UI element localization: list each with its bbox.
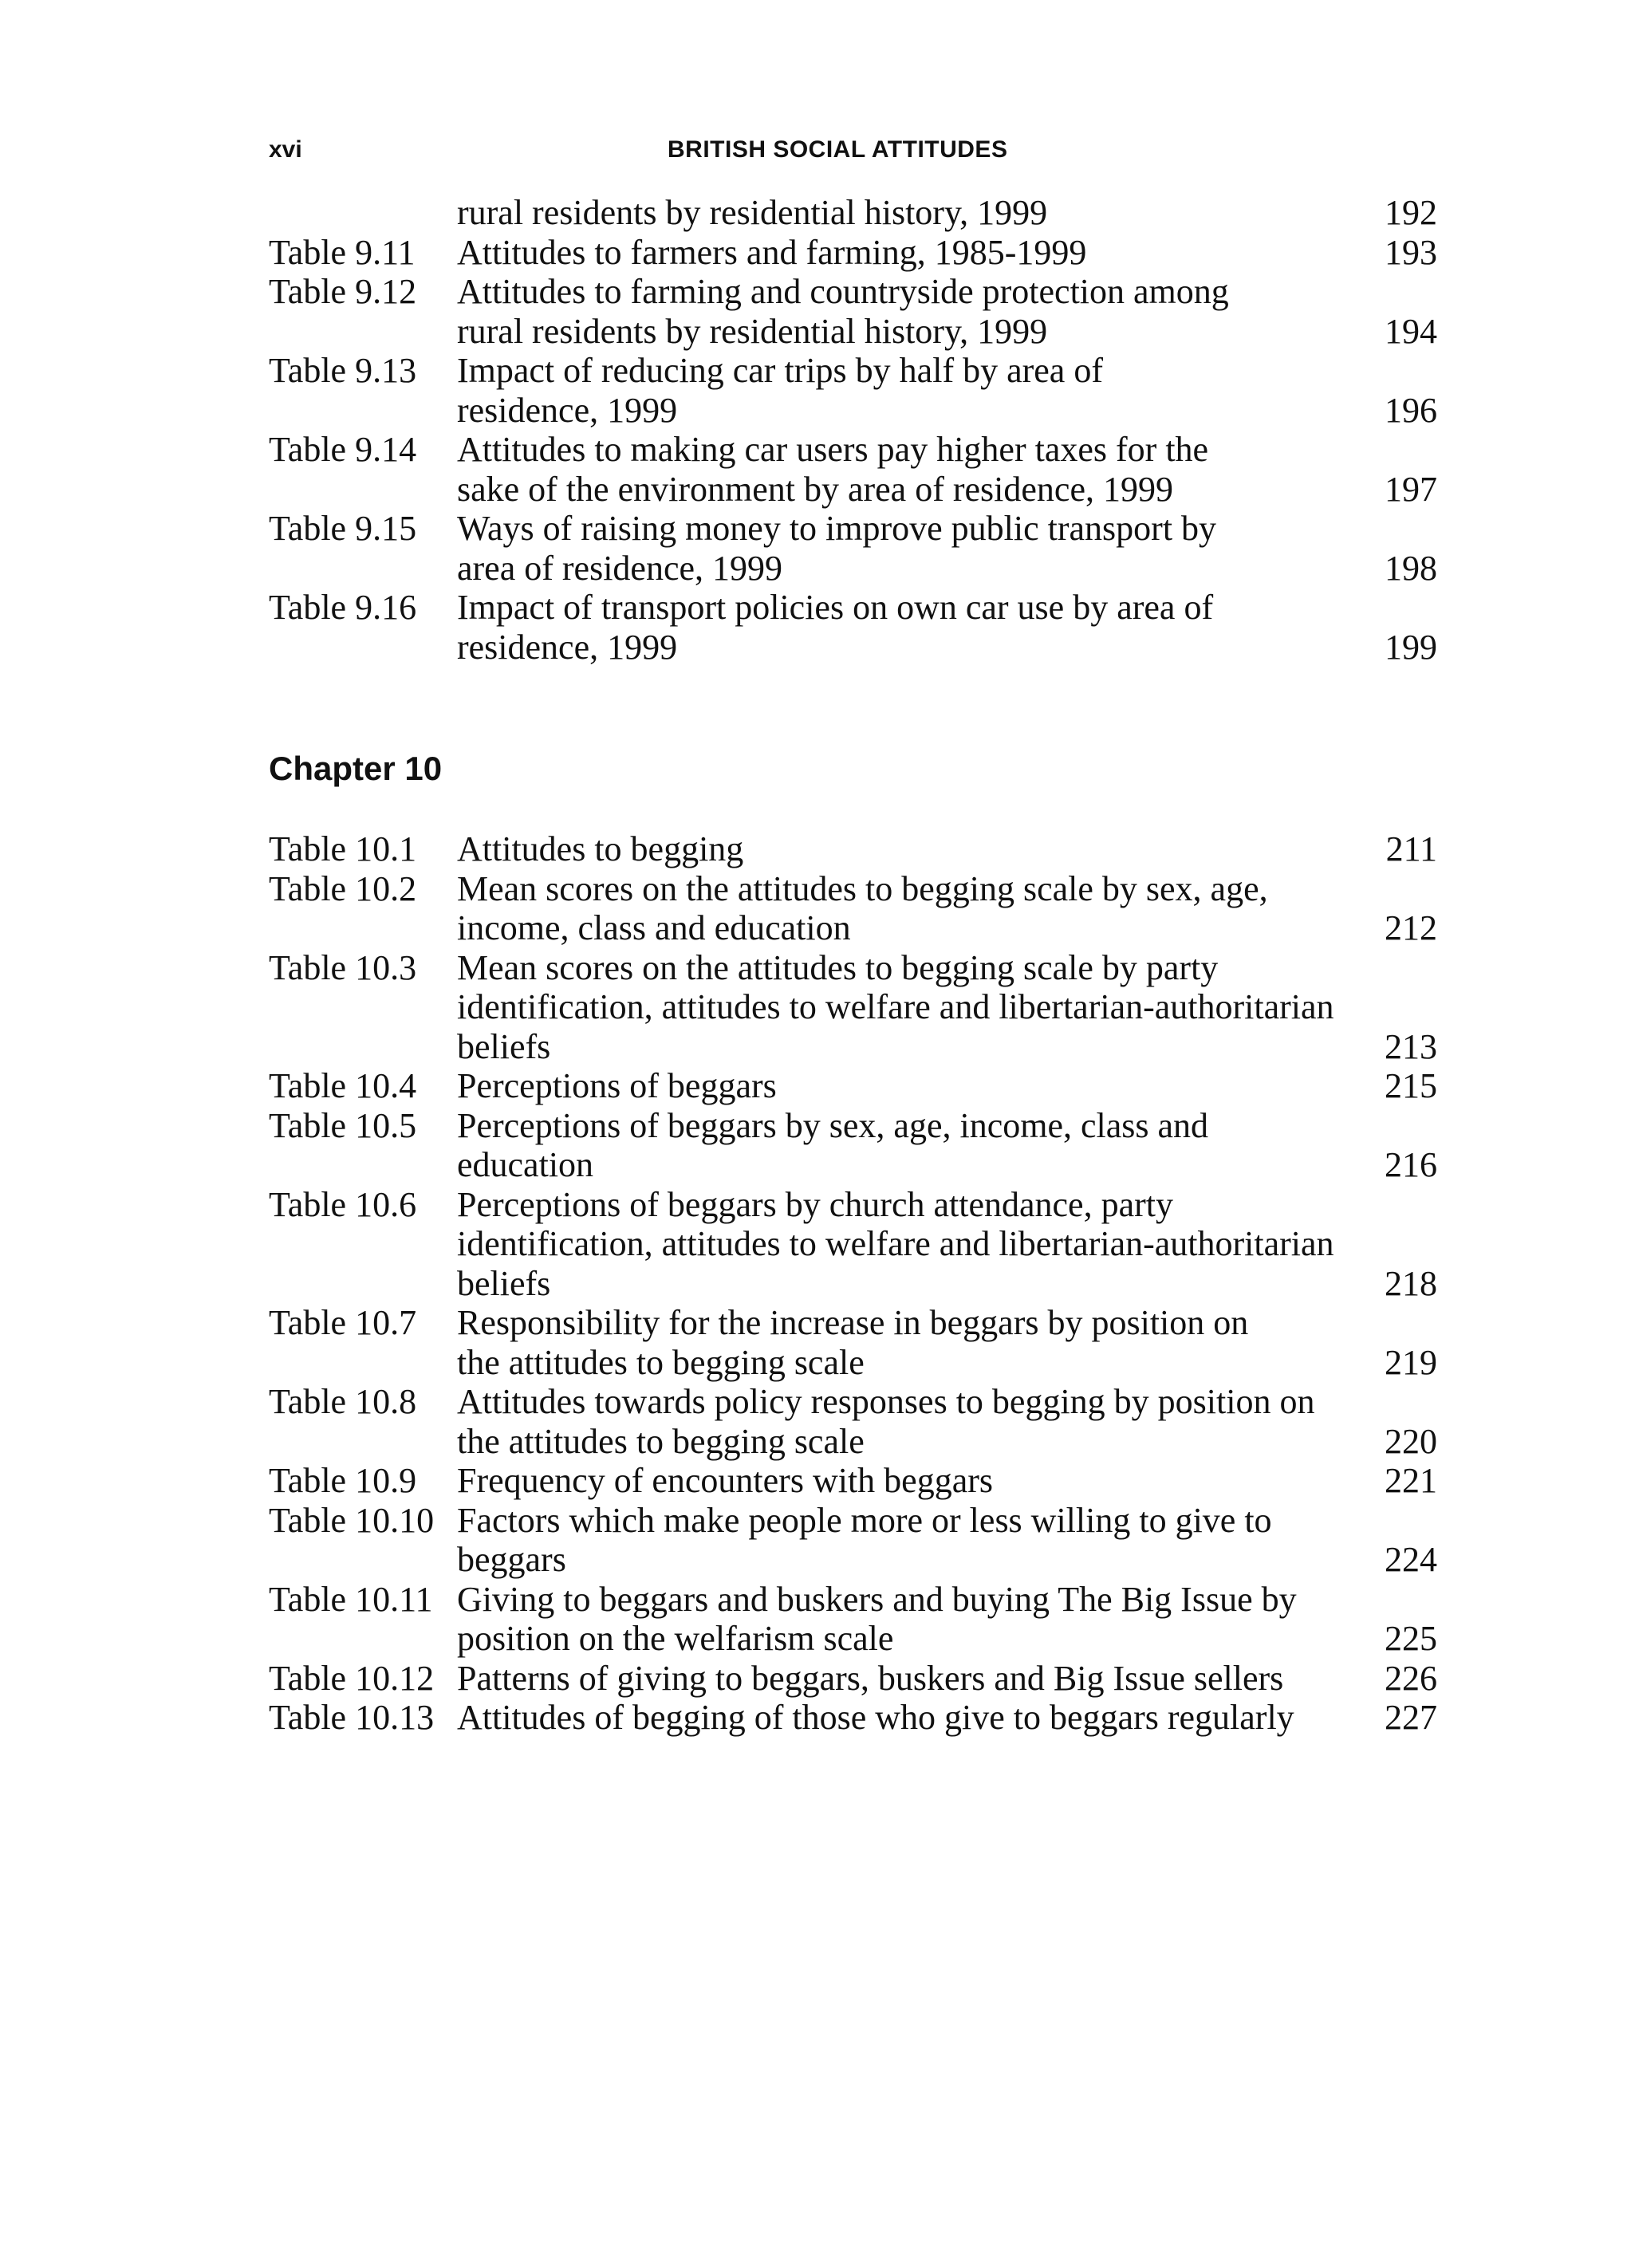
toc-entry-page: 227	[1385, 1698, 1437, 1737]
toc-entry-page: 198	[1385, 548, 1437, 588]
toc-entry-page: 215	[1385, 1066, 1437, 1105]
toc-entry-description: rural residents by residential history, 1999	[457, 193, 1048, 232]
running-title: BRITISH SOCIAL ATTITUDES	[668, 136, 1008, 163]
toc-entry-description: Patterns of giving to beggars, buskers and Big Issue sellers	[457, 1658, 1284, 1698]
toc-entry-page: 212	[1385, 908, 1437, 947]
toc-entry-label: Table 10.6	[269, 1184, 417, 1224]
toc-entry-label: Table 10.11	[269, 1579, 433, 1619]
toc-entry-page: 220	[1385, 1421, 1437, 1461]
toc-entry[interactable]	[269, 829, 1437, 869]
toc-entry-label: Table 10.7	[269, 1303, 417, 1342]
toc-entry-page: 196	[1385, 390, 1437, 430]
toc-list-chapter-10	[269, 829, 1437, 1738]
toc-entry-description: Giving to beggars and buskers and buying The Big Issue by position on the welfarism scale	[457, 1579, 1297, 1658]
toc-entry-label: Table 10.10	[269, 1500, 435, 1540]
toc-entry-page: 224	[1385, 1540, 1437, 1579]
toc-entry[interactable]	[269, 1382, 1437, 1461]
chapter-heading: Chapter 10	[269, 750, 443, 787]
toc-entry-description: Attitudes towards policy responses to begging by position on the attitudes to begging scale	[457, 1382, 1315, 1461]
toc-entry-label: Table 10.4	[269, 1066, 417, 1105]
toc-entry-label: Table 9.12	[269, 272, 417, 311]
toc-entry-page: 193	[1385, 232, 1437, 272]
toc-entry-description: Attitudes to making car users pay higher taxes for the sake of the environment by area of residence, 1999	[457, 430, 1209, 509]
toc-entry[interactable]	[269, 588, 1437, 667]
toc-entry-label: Table 9.13	[269, 351, 417, 390]
toc-entry-description: Frequency of encounters with beggars	[457, 1461, 994, 1500]
toc-entry-description: Impact of transport policies on own car use by area of residence, 1999	[457, 588, 1214, 667]
toc-entry[interactable]	[269, 193, 1437, 233]
toc-entry[interactable]	[269, 1461, 1437, 1501]
toc-entry-description: Attitudes to farmers and farming, 1985-1999	[457, 232, 1087, 272]
toc-entry-page: 211	[1385, 829, 1437, 868]
toc-entry[interactable]	[269, 1106, 1437, 1185]
toc-entry-label: Table 10.13	[269, 1698, 435, 1737]
toc-entry[interactable]	[269, 1501, 1437, 1580]
toc-entry-page: 218	[1385, 1263, 1437, 1303]
toc-entry-label: Table 10.2	[269, 868, 417, 908]
toc-entry[interactable]	[269, 1659, 1437, 1699]
toc-entry-label: Table 10.9	[269, 1461, 417, 1500]
toc-entry-description: Perceptions of beggars by sex, age, income, class and education	[457, 1105, 1209, 1184]
toc-entry-page: 221	[1385, 1461, 1437, 1500]
toc-entry[interactable]	[269, 869, 1437, 948]
toc-entry-description: Attitudes of begging of those who give to beggars regularly	[457, 1698, 1294, 1737]
toc-entry-label: Table 9.14	[269, 430, 417, 469]
running-head	[269, 132, 1437, 167]
toc-entry-description: Impact of reducing car trips by half by area of residence, 1999	[457, 351, 1103, 430]
toc-entry[interactable]	[269, 233, 1437, 273]
toc-entry-description: Attitudes to begging	[457, 829, 744, 868]
toc-entry-description: Attitudes to farming and countryside protection among rural residents by residential history, 1999	[457, 272, 1229, 351]
toc-entry-page: 219	[1385, 1342, 1437, 1382]
toc-entry-page: 192	[1385, 193, 1437, 232]
toc-entry-label: Table 9.16	[269, 588, 417, 627]
toc-entry[interactable]	[269, 351, 1437, 430]
toc-entry[interactable]	[269, 1066, 1437, 1106]
toc-entry-page: 199	[1385, 627, 1437, 667]
toc-entry-description: Responsibility for the increase in beggars by position on the attitudes to begging scale	[457, 1303, 1249, 1382]
toc-entry-label: Table 9.11	[269, 232, 416, 272]
toc-entry-page: 216	[1385, 1145, 1437, 1184]
toc-entry-page: 225	[1385, 1619, 1437, 1658]
toc-entry[interactable]	[269, 1698, 1437, 1738]
page-folio: xvi	[269, 136, 302, 163]
toc-entry-description: Perceptions of beggars by church attendance, party identification, attitudes to welfare and libertarian-authoritarian beliefs	[457, 1184, 1334, 1303]
toc-entry[interactable]	[269, 1580, 1437, 1659]
toc-entry[interactable]	[269, 430, 1437, 509]
toc-entry-label: Table 10.1	[269, 829, 417, 868]
toc-entry[interactable]	[269, 948, 1437, 1067]
toc-entry-label: Table 10.3	[269, 947, 417, 987]
toc-entry-description: Factors which make people more or less willing to give to beggars	[457, 1500, 1272, 1579]
toc-entry-page: 194	[1385, 311, 1437, 351]
toc-entry-description: Mean scores on the attitudes to begging scale by party identification, attitudes to welfare and libertarian-authoritarian beliefs	[457, 947, 1334, 1066]
toc-entry-label: Table 10.5	[269, 1105, 417, 1145]
toc-entry-page: 226	[1385, 1658, 1437, 1698]
toc-entry[interactable]	[269, 272, 1437, 351]
toc-entry-page: 197	[1385, 469, 1437, 509]
toc-entry-label: Table 10.12	[269, 1658, 435, 1698]
toc-entry[interactable]	[269, 1303, 1437, 1382]
toc-entry-description: Mean scores on the attitudes to begging scale by sex, age, income, class and education	[457, 868, 1268, 947]
toc-entry-page: 213	[1385, 1026, 1437, 1066]
toc-list-chapter-9-continued	[269, 193, 1437, 667]
toc-entry-label: Table 10.8	[269, 1382, 417, 1421]
toc-entry[interactable]	[269, 1185, 1437, 1304]
toc-entry[interactable]	[269, 509, 1437, 588]
toc-entry-description: Ways of raising money to improve public transport by area of residence, 1999	[457, 509, 1217, 588]
toc-entry-label: Table 9.15	[269, 509, 417, 548]
toc-entry-description: Perceptions of beggars	[457, 1066, 777, 1105]
